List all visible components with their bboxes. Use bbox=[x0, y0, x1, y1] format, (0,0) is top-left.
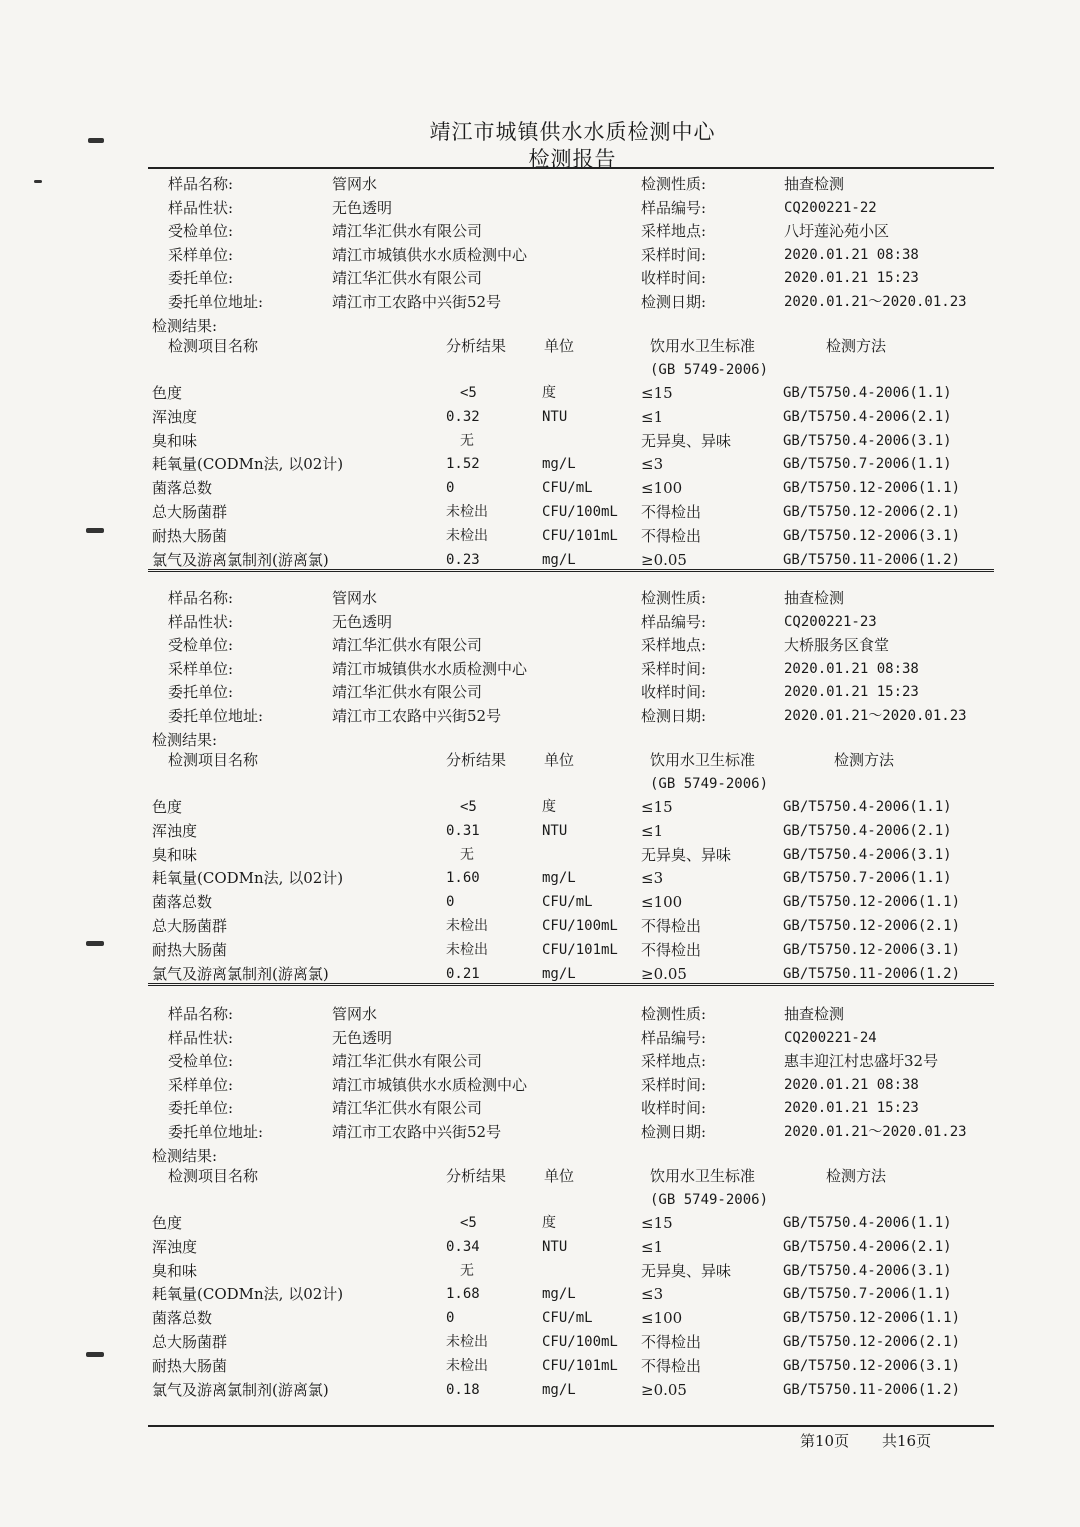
info-label: 采样地点: bbox=[641, 222, 707, 241]
info-value: CQ200221-24 bbox=[784, 1029, 877, 1046]
table-row-unit: 度 bbox=[542, 385, 556, 401]
info-label: 样品编号: bbox=[641, 198, 707, 217]
table-row-standard: 不得检出 bbox=[641, 1333, 702, 1351]
table-row-result: 未检出 bbox=[446, 918, 488, 934]
table-row-method: GB/T5750.11-2006(1.2) bbox=[783, 551, 961, 568]
info-value: 抽查检测 bbox=[784, 1005, 845, 1023]
info-value: 2020.01.21 15:23 bbox=[784, 1100, 919, 1117]
info-value: 2020.01.21～2020.01.23 bbox=[784, 1124, 967, 1140]
info-value: 无色透明 bbox=[332, 198, 393, 217]
table-row-unit: NTU bbox=[542, 408, 568, 425]
info-label: 样品性状: bbox=[168, 612, 234, 631]
table-row-result: 无 bbox=[460, 1262, 474, 1279]
info-label: 采样时间: bbox=[641, 245, 707, 264]
table-row-standard: ≤1 bbox=[641, 1237, 664, 1256]
info-value: 大桥服务区食堂 bbox=[784, 636, 890, 655]
table-row-unit: mg/L bbox=[542, 1286, 576, 1303]
info-label: 收样时间: bbox=[641, 269, 707, 288]
table-row-result: 0 bbox=[446, 480, 455, 497]
column-header: 检测方法 bbox=[826, 1167, 887, 1185]
table-row-result: 未检出 bbox=[446, 504, 488, 520]
table-row-unit: 度 bbox=[542, 1215, 556, 1231]
info-value: 靖江华汇供水有限公司 bbox=[332, 222, 483, 241]
info-label: 样品名称: bbox=[168, 1005, 234, 1023]
column-header: 检测项目名称 bbox=[168, 751, 259, 769]
table-row-method: GB/T5750.4-2006(3.1) bbox=[783, 432, 952, 449]
table-row-item: 色度 bbox=[152, 384, 183, 402]
info-value: 抽查检测 bbox=[784, 175, 845, 193]
section-divider bbox=[148, 569, 994, 572]
info-value: 靖江市城镇供水水质检测中心 bbox=[332, 659, 528, 678]
table-row-unit: CFU/mL bbox=[542, 480, 593, 497]
table-row-item: 总大肠菌群 bbox=[152, 917, 228, 935]
info-value: CQ200221-22 bbox=[784, 199, 877, 216]
table-row-item: 氯气及游离氯制剂(游离氯) bbox=[152, 964, 329, 983]
table-row-standard: ≤15 bbox=[641, 798, 673, 816]
info-value: 抽查检测 bbox=[784, 589, 845, 607]
column-header: 单位 bbox=[544, 1167, 575, 1185]
info-value: 管网水 bbox=[332, 589, 378, 607]
table-row-item: 总大肠菌群 bbox=[152, 1333, 228, 1351]
table-row-method: GB/T5750.4-2006(1.1) bbox=[783, 385, 952, 401]
info-value: 2020.01.21 08:38 bbox=[784, 1076, 919, 1093]
info-label: 委托单位地址: bbox=[168, 707, 264, 725]
scan-mark bbox=[86, 528, 104, 533]
table-row-item: 氯气及游离氯制剂(游离氯) bbox=[152, 1380, 329, 1399]
info-value: 靖江市工农路中兴街52号 bbox=[332, 707, 502, 725]
info-value: 2020.01.21 15:23 bbox=[784, 684, 919, 701]
info-label: 样品名称: bbox=[168, 175, 234, 193]
table-row-unit: CFU/mL bbox=[542, 1310, 593, 1327]
info-label: 受检单位: bbox=[168, 222, 234, 241]
table-row-standard: ≤100 bbox=[641, 1309, 683, 1328]
table-row-result: <5 bbox=[460, 799, 477, 815]
table-row-standard: 不得检出 bbox=[641, 526, 702, 545]
table-row-method: GB/T5750.12-2006(1.1) bbox=[783, 894, 961, 911]
table-row-item: 耐热大肠菌 bbox=[152, 940, 228, 959]
info-value: 靖江华汇供水有限公司 bbox=[332, 1052, 483, 1071]
table-row-standard: ≥0.05 bbox=[641, 964, 687, 983]
table-row-result: 0.18 bbox=[446, 1381, 480, 1398]
table-row-item: 耗氧量(CODMn法, 以02计) bbox=[152, 1285, 344, 1304]
info-value: 2020.01.21 08:38 bbox=[784, 246, 919, 263]
table-row-item: 耗氧量(CODMn法, 以02计) bbox=[152, 869, 344, 888]
table-row-unit: mg/L bbox=[542, 551, 576, 568]
table-row-method: GB/T5750.4-2006(1.1) bbox=[783, 1215, 952, 1231]
table-row-standard: 无异臭、异味 bbox=[641, 845, 732, 864]
info-label: 样品性状: bbox=[168, 1028, 234, 1047]
table-row-result: 1.68 bbox=[446, 1286, 480, 1303]
info-value: 靖江华汇供水有限公司 bbox=[332, 1099, 483, 1118]
report-title: 检测报告 bbox=[528, 147, 617, 171]
table-row-item: 耐热大肠菌 bbox=[152, 526, 228, 545]
table-row-unit: CFU/100mL bbox=[542, 1334, 618, 1350]
column-header: 检测方法 bbox=[826, 337, 887, 355]
table-row-unit: CFU/101mL bbox=[542, 941, 618, 958]
info-label: 样品编号: bbox=[641, 1028, 707, 1047]
info-label: 采样地点: bbox=[641, 636, 707, 655]
table-row-standard: ≤100 bbox=[641, 893, 683, 912]
table-row-method: GB/T5750.12-2006(1.1) bbox=[783, 480, 961, 497]
table-row-unit: mg/L bbox=[542, 965, 576, 982]
table-row-result: 1.60 bbox=[446, 870, 480, 887]
column-header: 检测项目名称 bbox=[168, 337, 259, 355]
table-row-item: 菌落总数 bbox=[152, 479, 213, 498]
table-row-method: GB/T5750.12-2006(2.1) bbox=[783, 1334, 961, 1350]
table-row-method: GB/T5750.12-2006(1.1) bbox=[783, 1310, 961, 1327]
table-row-result: 1.52 bbox=[446, 456, 480, 473]
info-value: 无色透明 bbox=[332, 612, 393, 631]
info-value: 靖江市城镇供水水质检测中心 bbox=[332, 245, 528, 264]
table-row-item: 浑浊度 bbox=[152, 821, 198, 840]
table-row-item: 臭和味 bbox=[152, 1261, 198, 1280]
table-row-method: GB/T5750.4-2006(2.1) bbox=[783, 822, 952, 839]
info-label: 检测日期: bbox=[641, 707, 707, 725]
table-row-unit: CFU/100mL bbox=[542, 918, 618, 934]
info-label: 采样时间: bbox=[641, 659, 707, 678]
table-row-standard: ≤3 bbox=[641, 1285, 664, 1304]
table-row-result: 无 bbox=[460, 432, 474, 449]
results-heading: 检测结果: bbox=[152, 316, 218, 335]
column-header: 分析结果 bbox=[446, 337, 507, 355]
table-row-method: GB/T5750.12-2006(3.1) bbox=[783, 527, 961, 544]
column-header: 饮用水卫生标准 bbox=[650, 751, 756, 769]
table-row-unit: CFU/100mL bbox=[542, 504, 618, 520]
table-row-unit: mg/L bbox=[542, 1381, 576, 1398]
info-label: 受检单位: bbox=[168, 1052, 234, 1071]
top-rule bbox=[148, 167, 994, 169]
table-row-result: 0.23 bbox=[446, 551, 480, 568]
table-row-method: GB/T5750.4-2006(3.1) bbox=[783, 846, 952, 863]
info-value: 靖江市工农路中兴街52号 bbox=[332, 1123, 502, 1141]
table-row-result: 0.32 bbox=[446, 408, 480, 425]
table-row-item: 耗氧量(CODMn法, 以02计) bbox=[152, 455, 344, 474]
info-label: 采样单位: bbox=[168, 659, 234, 678]
table-row-standard: ≤3 bbox=[641, 455, 664, 474]
table-row-item: 浑浊度 bbox=[152, 407, 198, 426]
table-row-unit: 度 bbox=[542, 799, 556, 815]
info-label: 采样单位: bbox=[168, 1075, 234, 1094]
column-header: 单位 bbox=[544, 337, 575, 355]
table-row-method: GB/T5750.7-2006(1.1) bbox=[783, 456, 952, 473]
report-org-title: 靖江市城镇供水水质检测中心 bbox=[429, 120, 716, 144]
table-row-standard: 不得检出 bbox=[641, 1356, 702, 1375]
table-row-result: 0 bbox=[446, 894, 455, 911]
table-row-method: GB/T5750.4-2006(1.1) bbox=[783, 799, 952, 815]
table-row-result: 0 bbox=[446, 1310, 455, 1327]
table-row-item: 菌落总数 bbox=[152, 893, 213, 912]
table-row-method: GB/T5750.12-2006(2.1) bbox=[783, 504, 961, 520]
table-row-method: GB/T5750.7-2006(1.1) bbox=[783, 870, 952, 887]
table-row-method: GB/T5750.7-2006(1.1) bbox=[783, 1286, 952, 1303]
table-row-result: 0.34 bbox=[446, 1238, 480, 1255]
table-row-unit: CFU/mL bbox=[542, 894, 593, 911]
column-header: 单位 bbox=[544, 751, 575, 769]
column-header: 分析结果 bbox=[446, 1167, 507, 1185]
scan-mark bbox=[88, 138, 104, 143]
table-row-standard: ≤1 bbox=[641, 407, 664, 426]
table-row-unit: mg/L bbox=[542, 456, 576, 473]
info-label: 样品性状: bbox=[168, 198, 234, 217]
table-row-standard: 无异臭、异味 bbox=[641, 1261, 732, 1280]
column-header: 检测项目名称 bbox=[168, 1167, 259, 1185]
table-row-standard: ≤15 bbox=[641, 1214, 673, 1232]
column-header-sub: (GB 5749-2006) bbox=[650, 1192, 769, 1208]
page-total: 共16页 bbox=[882, 1432, 932, 1450]
info-value: 管网水 bbox=[332, 1005, 378, 1023]
table-row-result: 0.21 bbox=[446, 965, 480, 982]
table-row-method: GB/T5750.11-2006(1.2) bbox=[783, 965, 961, 982]
table-row-standard: 不得检出 bbox=[641, 940, 702, 959]
info-label: 检测日期: bbox=[641, 1123, 707, 1141]
table-row-item: 色度 bbox=[152, 798, 183, 816]
table-row-unit: NTU bbox=[542, 1238, 568, 1255]
info-label: 样品名称: bbox=[168, 589, 234, 607]
table-row-item: 臭和味 bbox=[152, 431, 198, 450]
info-label: 采样时间: bbox=[641, 1075, 707, 1094]
info-value: 靖江华汇供水有限公司 bbox=[332, 683, 483, 702]
info-label: 委托单位: bbox=[168, 269, 234, 288]
table-row-unit: CFU/101mL bbox=[542, 527, 618, 544]
info-value: 2020.01.21 15:23 bbox=[784, 270, 919, 287]
table-row-result: <5 bbox=[460, 385, 477, 401]
info-label: 委托单位地址: bbox=[168, 1123, 264, 1141]
info-value: 八圩莲沁苑小区 bbox=[784, 222, 890, 241]
table-row-standard: ≥0.05 bbox=[641, 550, 687, 569]
table-row-standard: ≤3 bbox=[641, 869, 664, 888]
table-row-result: 未检出 bbox=[446, 1334, 488, 1350]
info-label: 检测性质: bbox=[641, 589, 707, 607]
info-label: 采样地点: bbox=[641, 1052, 707, 1071]
table-row-unit: NTU bbox=[542, 822, 568, 839]
table-row-result: 未检出 bbox=[446, 1357, 488, 1374]
table-row-item: 臭和味 bbox=[152, 845, 198, 864]
info-value: CQ200221-23 bbox=[784, 613, 877, 630]
table-row-unit: mg/L bbox=[542, 870, 576, 887]
column-header: 分析结果 bbox=[446, 751, 507, 769]
scan-mark bbox=[86, 1352, 104, 1357]
table-row-standard: ≤1 bbox=[641, 821, 664, 840]
results-heading: 检测结果: bbox=[152, 730, 218, 749]
info-value: 靖江华汇供水有限公司 bbox=[332, 269, 483, 288]
table-row-method: GB/T5750.4-2006(3.1) bbox=[783, 1262, 952, 1279]
info-label: 检测日期: bbox=[641, 293, 707, 311]
table-row-standard: ≥0.05 bbox=[641, 1380, 687, 1399]
info-value: 2020.01.21～2020.01.23 bbox=[784, 294, 967, 310]
column-header-sub: (GB 5749-2006) bbox=[650, 362, 769, 378]
column-header: 饮用水卫生标准 bbox=[650, 337, 756, 355]
table-row-item: 浑浊度 bbox=[152, 1237, 198, 1256]
table-row-result: 未检出 bbox=[446, 941, 488, 958]
info-value: 靖江市工农路中兴街52号 bbox=[332, 293, 502, 311]
table-row-result: 未检出 bbox=[446, 527, 488, 544]
table-row-method: GB/T5750.12-2006(3.1) bbox=[783, 941, 961, 958]
table-row-method: GB/T5750.4-2006(2.1) bbox=[783, 408, 952, 425]
info-value: 管网水 bbox=[332, 175, 378, 193]
info-value: 靖江市城镇供水水质检测中心 bbox=[332, 1075, 528, 1094]
table-row-item: 菌落总数 bbox=[152, 1309, 213, 1328]
column-header-sub: (GB 5749-2006) bbox=[650, 776, 769, 792]
info-label: 委托单位地址: bbox=[168, 293, 264, 311]
table-row-method: GB/T5750.12-2006(2.1) bbox=[783, 918, 961, 934]
info-label: 样品编号: bbox=[641, 612, 707, 631]
bottom-rule bbox=[148, 1425, 994, 1427]
column-header: 检测方法 bbox=[834, 751, 895, 769]
info-label: 检测性质: bbox=[641, 175, 707, 193]
table-row-result: 0.31 bbox=[446, 822, 480, 839]
info-label: 检测性质: bbox=[641, 1005, 707, 1023]
info-label: 采样单位: bbox=[168, 245, 234, 264]
info-label: 委托单位: bbox=[168, 683, 234, 702]
info-value: 2020.01.21 08:38 bbox=[784, 660, 919, 677]
info-value: 2020.01.21～2020.01.23 bbox=[784, 708, 967, 724]
table-row-standard: 不得检出 bbox=[641, 917, 702, 935]
table-row-standard: ≤100 bbox=[641, 479, 683, 498]
table-row-item: 氯气及游离氯制剂(游离氯) bbox=[152, 550, 329, 569]
info-value: 靖江华汇供水有限公司 bbox=[332, 636, 483, 655]
section-divider bbox=[148, 983, 994, 986]
table-row-item: 耐热大肠菌 bbox=[152, 1356, 228, 1375]
info-label: 受检单位: bbox=[168, 636, 234, 655]
table-row-item: 总大肠菌群 bbox=[152, 503, 228, 521]
table-row-unit: CFU/101mL bbox=[542, 1357, 618, 1374]
column-header: 饮用水卫生标准 bbox=[650, 1167, 756, 1185]
scan-mark bbox=[34, 180, 42, 183]
results-heading: 检测结果: bbox=[152, 1146, 218, 1165]
table-row-method: GB/T5750.4-2006(2.1) bbox=[783, 1238, 952, 1255]
info-label: 收样时间: bbox=[641, 1099, 707, 1118]
info-value: 惠丰迎江村忠盛圩32号 bbox=[784, 1052, 939, 1071]
table-row-standard: 不得检出 bbox=[641, 503, 702, 521]
table-row-result: 无 bbox=[460, 846, 474, 863]
info-value: 无色透明 bbox=[332, 1028, 393, 1047]
info-label: 收样时间: bbox=[641, 683, 707, 702]
table-row-method: GB/T5750.12-2006(3.1) bbox=[783, 1357, 961, 1374]
scan-mark bbox=[86, 941, 104, 946]
page-number: 第10页 bbox=[800, 1432, 850, 1450]
table-row-standard: ≤15 bbox=[641, 384, 673, 402]
table-row-standard: 无异臭、异味 bbox=[641, 431, 732, 450]
table-row-result: <5 bbox=[460, 1215, 477, 1231]
table-row-method: GB/T5750.11-2006(1.2) bbox=[783, 1381, 961, 1398]
info-label: 委托单位: bbox=[168, 1099, 234, 1118]
table-row-item: 色度 bbox=[152, 1214, 183, 1232]
